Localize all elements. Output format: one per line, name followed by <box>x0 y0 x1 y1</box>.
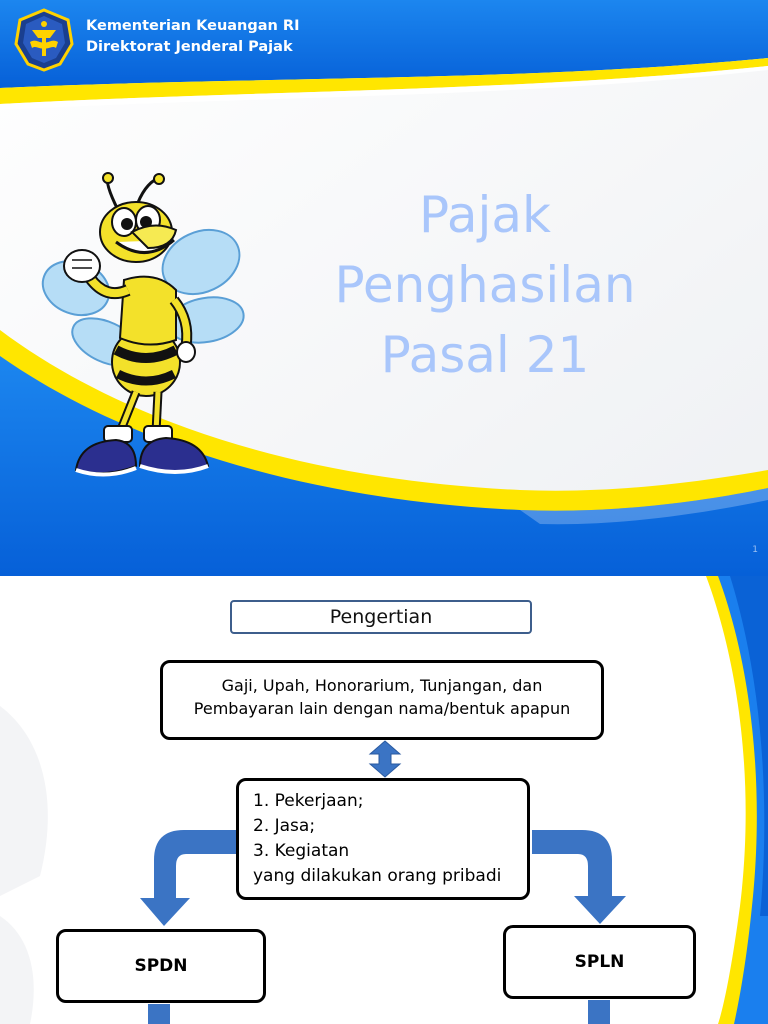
down-arrow-left-icon <box>148 1004 170 1024</box>
double-arrow-icon <box>366 740 404 778</box>
title-line-2: Penghasilan <box>334 256 636 314</box>
slide-number: 1 <box>752 545 758 555</box>
presentation-title <box>290 180 680 390</box>
activity-item: 3. Kegiatan <box>253 841 350 861</box>
left-curved-arrow-icon <box>138 826 240 928</box>
heading-box: Pengertian <box>230 600 532 634</box>
activity-item: yang dilakukan orang pribadi <box>253 866 502 886</box>
header-text <box>86 16 299 58</box>
activity-item: 1. Pekerjaan; <box>253 791 364 811</box>
title-line-3: Pasal 21 <box>380 326 590 384</box>
activity-item: 2. Jasa; <box>253 816 316 836</box>
directorate-name: Direktorat Jenderal Pajak <box>86 39 293 55</box>
ministry-name: Kementerian Keuangan RI <box>86 18 300 34</box>
down-arrow-right-icon <box>588 1000 610 1024</box>
spln-box: SPLN <box>503 925 696 999</box>
title-line-1: Pajak <box>418 186 552 244</box>
ministry-logo-icon <box>12 8 76 72</box>
definition-box <box>160 660 604 740</box>
bee-mascot-icon <box>36 170 248 482</box>
right-curved-arrow-icon <box>530 826 632 926</box>
spdn-box: SPDN <box>56 929 266 1003</box>
definition-slide <box>0 576 768 1024</box>
activities-box <box>236 778 530 900</box>
definition-line-1: Gaji, Upah, Honorarium, Tunjangan, dan <box>221 676 543 695</box>
definition-line-2: Pembayaran lain dengan nama/bentuk apapun <box>193 699 571 718</box>
